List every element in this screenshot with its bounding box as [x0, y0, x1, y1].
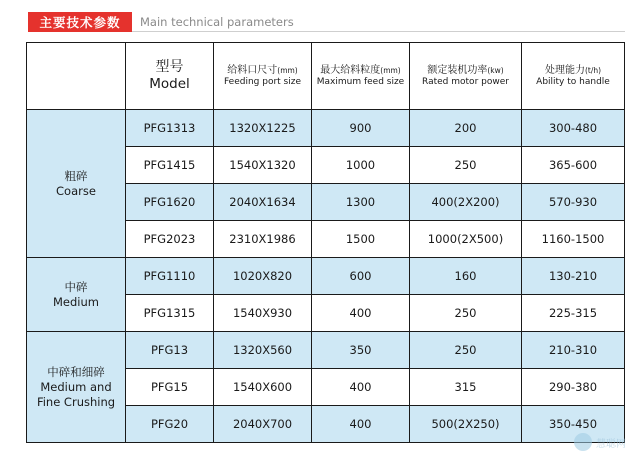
model-cell: PFG2023	[126, 221, 214, 258]
header-power-en: Rated motor power	[422, 76, 509, 87]
watermark-text: 慧聪网	[596, 438, 626, 450]
header-capacity-en: Ability to handle	[536, 76, 610, 87]
feed-cell: 2040X700	[214, 406, 312, 443]
maxfeed-cell: 1500	[312, 221, 410, 258]
maxfeed-cell: 400	[312, 369, 410, 406]
header-feed-en: Feeding port size	[223, 76, 301, 87]
model-cell: PFG1313	[126, 110, 214, 147]
power-cell: 250	[410, 295, 522, 332]
technical-parameters-table	[26, 42, 625, 443]
maxfeed-cell: 350	[312, 332, 410, 369]
maxfeed-cell: 1300	[312, 184, 410, 221]
table-row	[27, 110, 625, 147]
header-feed-unit: (mm)	[277, 65, 298, 75]
model-cell: PFG15	[126, 369, 214, 406]
maxfeed-cell: 600	[312, 258, 410, 295]
power-cell: 315	[410, 369, 522, 406]
header-capacity	[522, 43, 625, 110]
power-cell: 200	[410, 110, 522, 147]
model-cell: PFG1620	[126, 184, 214, 221]
watermark	[574, 433, 626, 451]
feed-cell: 2310X1986	[214, 221, 312, 258]
section-title-badge: 主要技术参数	[28, 12, 132, 32]
maxfeed-cell: 1000	[312, 147, 410, 184]
model-cell: PFG13	[126, 332, 214, 369]
header-motor-power	[410, 43, 522, 110]
maxfeed-cell: 400	[312, 295, 410, 332]
feed-cell: 1320X1225	[214, 110, 312, 147]
header-power-cn: 额定装机功率	[427, 64, 488, 76]
model-cell: PFG1415	[126, 147, 214, 184]
power-cell: 500(2X250)	[410, 406, 522, 443]
model-cell: PFG1110	[126, 258, 214, 295]
header-model-en: Model	[149, 76, 190, 92]
group-medium: 中碎 Medium	[27, 258, 126, 332]
header-feed-cn: 给料口尺寸	[227, 64, 278, 76]
header-capacity-unit: (t/h)	[584, 65, 602, 75]
feed-cell: 1540X1320	[214, 147, 312, 184]
header-maxfeed-unit: (mm)	[380, 65, 401, 75]
maxfeed-cell: 400	[312, 406, 410, 443]
group-coarse: 粗碎 Coarse	[27, 110, 126, 258]
header-capacity-cn: 处理能力	[544, 64, 585, 76]
header-model	[126, 43, 214, 110]
header-model-cn: 型号	[155, 59, 184, 75]
capacity-cell: 350-450	[522, 406, 625, 443]
capacity-cell: 300-480	[522, 110, 625, 147]
table-header-row	[27, 43, 625, 110]
capacity-cell: 225-315	[522, 295, 625, 332]
capacity-cell: 290-380	[522, 369, 625, 406]
capacity-cell: 130-210	[522, 258, 625, 295]
capacity-cell: 1160-1500	[522, 221, 625, 258]
group-medium-fine: 中碎和细碎 Medium and Fine Crushing	[27, 332, 126, 443]
section-header	[28, 12, 625, 32]
watermark-logo-icon	[574, 433, 592, 451]
table-row	[27, 258, 625, 295]
maxfeed-cell: 900	[312, 110, 410, 147]
header-power-unit: (kw)	[487, 65, 504, 75]
capacity-cell: 210-310	[522, 332, 625, 369]
feed-cell: 1540X600	[214, 369, 312, 406]
section-title-en: Main technical parameters	[140, 15, 294, 29]
header-max-feed	[312, 43, 410, 110]
power-cell: 160	[410, 258, 522, 295]
header-empty-cell	[27, 43, 126, 110]
feed-cell: 1320X560	[214, 332, 312, 369]
capacity-cell: 365-600	[522, 147, 625, 184]
power-cell: 1000(2X500)	[410, 221, 522, 258]
feed-cell: 1020X820	[214, 258, 312, 295]
header-feed-port	[214, 43, 312, 110]
header-maxfeed-cn: 最大给料粒度	[320, 64, 381, 76]
power-cell: 250	[410, 332, 522, 369]
header-divider	[132, 31, 625, 32]
power-cell: 250	[410, 147, 522, 184]
power-cell: 400(2X200)	[410, 184, 522, 221]
feed-cell: 2040X1634	[214, 184, 312, 221]
feed-cell: 1540X930	[214, 295, 312, 332]
table-row	[27, 332, 625, 369]
model-cell: PFG1315	[126, 295, 214, 332]
model-cell: PFG20	[126, 406, 214, 443]
header-maxfeed-en: Maximum feed size	[316, 76, 405, 87]
capacity-cell: 570-930	[522, 184, 625, 221]
